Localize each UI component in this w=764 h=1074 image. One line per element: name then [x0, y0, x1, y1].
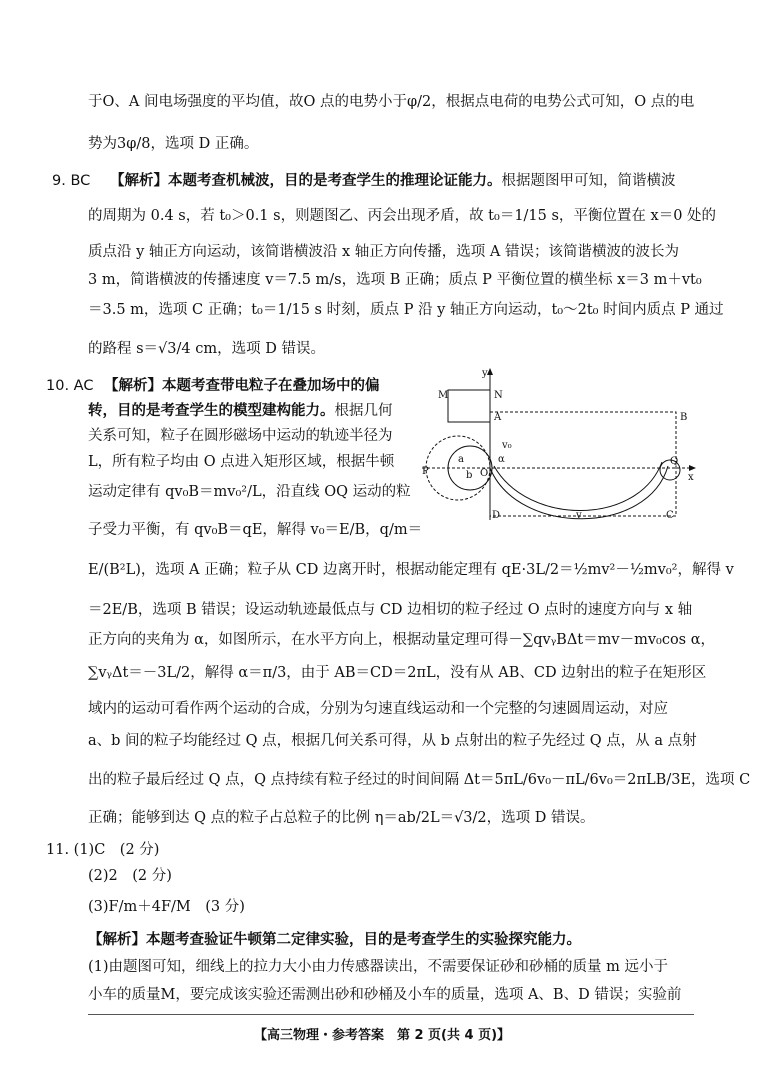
label-q: Q — [670, 456, 679, 467]
label-a: A — [494, 412, 502, 423]
label-n: N — [494, 390, 503, 401]
text-line: 3 m，简谐横波的传播速度 v＝7.5 m/s，选项 B 正确；质点 P 平衡位置的横坐标 x＝3 m＋vt₀ — [88, 272, 702, 288]
label-x: x — [688, 472, 694, 483]
label-p: P — [422, 466, 429, 477]
label-y: y — [482, 368, 488, 379]
label-c: C — [666, 510, 674, 521]
text-line: ＝2E/B，选项 B 错误；设运动轨迹最低点与 CD 边相切的粒子经过 O 点时的速度方向与 x 轴 — [88, 602, 693, 618]
question-10-number: 10. AC — [46, 378, 94, 394]
text-line: E/(B²L)，选项 A 正确；粒子从 CD 边离开时，根据动能定理有 qE·3L/2＝½mv²－½mv₀²，解得 v — [88, 562, 734, 578]
question-11-item: 11. (1)C (2 分) — [46, 842, 160, 858]
label-d: D — [492, 510, 501, 521]
upper-frame — [448, 390, 490, 422]
text-line: a、b 间的粒子均能经过 Q 点，根据几何关系可得，从 b 点射出的粒子先经过 Q 点，从 a 点射 — [88, 733, 697, 749]
footer-rule — [88, 1014, 694, 1015]
text-line: 关系可知，粒子在圆形磁场中运动的轨迹半径为 — [88, 428, 393, 444]
physics-figure — [418, 366, 700, 522]
text-line: 正方向的夹角为 α，如图所示，在水平方向上，根据动量定理可得－∑qvᵧBΔt＝mv－mv₀cos α， — [88, 632, 716, 648]
text-line: 转，目的是考查学生的模型建构能力。根据几何 — [88, 403, 393, 419]
text-line: ∑vᵧΔt＝－3L/2，解得 α＝π/3，由于 AB＝CD＝2πL，没有从 AB、CD 边射出的粒子在矩形区 — [88, 665, 707, 681]
text-line: 出的粒子最后经过 Q 点，Q 点持续有粒子经过的时间间隔 Δt＝5πL/6v₀－πL/6v₀＝2πLB/3E，选项 C — [88, 772, 751, 788]
text-line: 子受力平衡，有 qv₀B＝qE，解得 v₀＝E/B，q/m＝ — [88, 522, 423, 538]
text-line: 域内的运动可看作两个运动的合成，分别为匀速直线运动和一个完整的匀速圆周运动，对应 — [88, 701, 668, 717]
text-line: 势为3φ/8，选项 D 正确。 — [88, 136, 259, 152]
label-b-point: b — [466, 470, 473, 481]
rect-region — [490, 412, 679, 516]
text-line: 运动定律有 qv₀B＝mv₀²/L，沿直线 OQ 运动的粒 — [88, 484, 411, 500]
label-o: O — [480, 468, 489, 479]
text-line: ＝3.5 m，选项 C 正确；t₀＝1/15 s 时刻，质点 P 沿 y 轴正方向运动，t₀～2t₀ 时间内质点 P 通过 — [88, 302, 724, 318]
label-a-point: a — [458, 454, 464, 465]
text-line: 【解析】本题考查机械波，目的是考查学生的推理论证能力。根据题图甲可知，简谐横波 — [110, 173, 676, 189]
text-line: (1)由题图可知，细线上的拉力大小由力传感器读出，不需要保证砂和砂桶的质量 m 远小于 — [88, 959, 669, 975]
text-line: 质点沿 y 轴正方向运动，该简谐横波沿 x 轴正方向传播，选项 A 错误；该简谐横波的波长为 — [88, 244, 679, 260]
text-line: L，所有粒子均由 O 点进入矩形区域，根据牛顿 — [88, 454, 395, 470]
text-line: 的周期为 0.4 s，若 t₀＞0.1 s，则题图乙、丙会出现矛盾，故 t₀＝1/15 s，平衡位置在 x＝0 处的 — [88, 208, 717, 224]
text-line: 的路程 s＝√3/4 cm，选项 D 错误。 — [88, 341, 325, 357]
question-11-heading: 【解析】本题考查验证牛顿第二定律实验，目的是考查学生的实验探究能力。 — [88, 932, 581, 948]
question-9-number: 9. BC — [52, 173, 91, 189]
label-b: B — [680, 412, 688, 423]
text-line: 正确；能够到达 Q 点的粒子占总粒子的比例 η＝ab/2L＝√3/2，选项 D 错误。 — [88, 810, 595, 826]
label-v0: v₀ — [502, 440, 512, 451]
text-line: 于O、A 间电场强度的平均值，故O 点的电势小于φ/2，根据点电荷的电势公式可知，O 点的电 — [88, 94, 695, 110]
label-m: M — [438, 390, 449, 401]
question-11-item: (3)F/m＋4F/M (3 分) — [88, 899, 245, 915]
text-line: 小车的质量M，要完成该实验还需测出砂和砂桶及小车的质量，选项 A、B、D 错误；实验前 — [88, 987, 682, 1003]
question-11-item: (2)2 (2 分) — [88, 868, 172, 884]
label-v: v — [576, 510, 582, 521]
page-footer: 【高三物理・参考答案 第 2 页(共 4 页)】 — [253, 1028, 511, 1043]
label-alpha: α — [498, 454, 505, 465]
text-line: 【解析】本题考查带电粒子在叠加场中的偏 — [104, 378, 380, 394]
trajectory-inner — [494, 462, 662, 511]
